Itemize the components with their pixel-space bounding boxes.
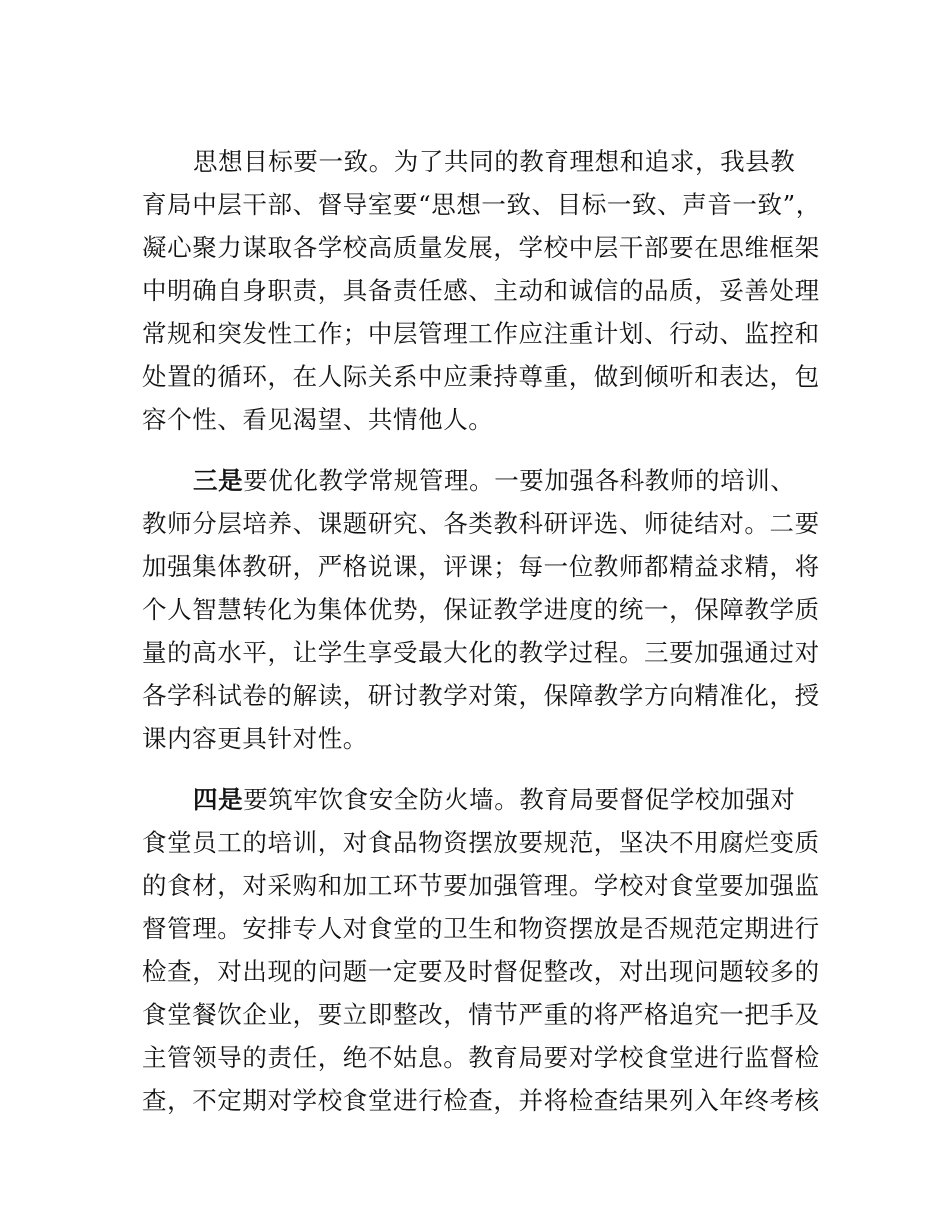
text-line: 凝心聚力谋取各学校高质量发展，学校中层干部要在思维框架 <box>142 233 820 262</box>
text-line: 个人智慧转化为集体优势，保证教学进度的统一，保障教学质 <box>142 595 820 624</box>
text-line: 量的高水平，让学生享受最大化的教学过程。三要加强通过对 <box>142 638 820 667</box>
text-line: 主管领导的责任，绝不姑息。教育局要对学校食堂进行监督检 <box>142 1043 820 1072</box>
text-line-content: 要优化教学常规管理。一要加强各科教师的培训、 <box>243 466 796 495</box>
text-line: 中明确自身职责，具备责任感、主动和诚信的品质，妥善处理 <box>142 276 820 305</box>
text-line: 容个性、看见渴望、共情他人。 <box>142 405 494 434</box>
text-line: 处置的循环，在人际关系中应秉持尊重，做到倾听和表达，包 <box>142 362 820 391</box>
text-line: 教师分层培养、课题研究、各类教科研评选、师徒结对。二要 <box>142 509 820 538</box>
text-line: 督管理。安排专人对食堂的卫生和物资摆放是否规范定期进行 <box>142 914 820 943</box>
text-line: 的食材，对采购和加工环节要加强管理。学校对食堂要加强监 <box>142 871 820 900</box>
text-line: 检查，对出现的问题一定要及时督促整改，对出现问题较多的 <box>142 957 820 986</box>
text-line: 育局中层干部、督导室要“思想一致、目标一致、声音一致”， <box>142 190 821 219</box>
paragraph-food-safety <box>142 778 822 1122</box>
text-line-content: 要筑牢饮食安全防火墙。教育局要督促学校加强对 <box>243 785 796 814</box>
paragraph-teaching-management <box>142 459 822 760</box>
text-line <box>142 459 822 502</box>
paragraph-lead: 四是 <box>193 785 244 814</box>
text-line-content: 思想目标要一致。为了共同的教育理想和追求，我县教 <box>193 147 796 176</box>
text-line: 各学科试卷的解读，研讨教学对策，保障教学方向精准化，授 <box>142 681 820 710</box>
text-line: 课内容更具针对性。 <box>142 724 368 753</box>
text-line: 食堂餐饮企业，要立即整改，情节严重的将严格追究一把手及 <box>142 1000 820 1029</box>
text-line <box>142 778 822 821</box>
text-line: 加强集体教研，严格说课，评课；每一位教师都精益求精，将 <box>142 552 820 581</box>
text-line: 食堂员工的培训，对食品物资摆放要规范，坚决不用腐烂变质 <box>142 828 820 857</box>
text-line: 查，不定期对学校食堂进行检查，并将检查结果列入年终考核 <box>142 1086 820 1115</box>
paragraph-lead: 三是 <box>193 466 244 495</box>
text-line <box>142 140 822 183</box>
text-line: 常规和突发性工作；中层管理工作应注重计划、行动、监控和 <box>142 319 820 348</box>
paragraph-thinking-goals <box>142 140 822 441</box>
